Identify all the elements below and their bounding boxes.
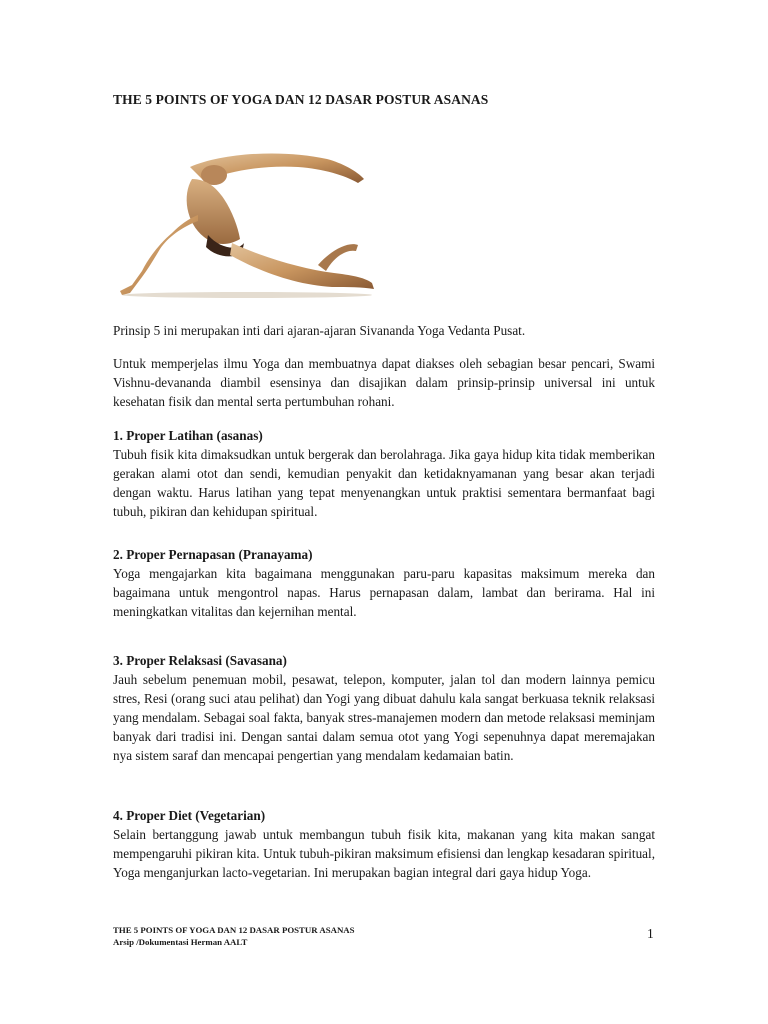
section-1 [113, 426, 655, 521]
section-4 [113, 806, 655, 882]
intro-paragraph-1 [113, 321, 655, 340]
intro-paragraph-2 [113, 354, 655, 411]
yoga-backbend-figure-icon [112, 145, 382, 305]
intro-text-2: Untuk memperjelas ilmu Yoga dan membuatnya dapat diakses oleh sebagian besar pencari, Swami Vishnu-devananda diambil esensinya dan disajikan dalam prinsip-prinsip universal ini untuk kesehatan fisik dan mental serta pertumbuhan rohani. [113, 356, 655, 409]
footer-title: THE 5 POINTS OF YOGA DAN 12 DASAR POSTUR ASANAS [113, 925, 355, 935]
document-title: THE 5 POINTS OF YOGA DAN 12 DASAR POSTUR ASANAS [113, 92, 489, 107]
footer-subtitle: Arsip /Dokumentasi Herman AALT [113, 937, 248, 947]
section-1-body: Tubuh fisik kita dimaksudkan untuk bergerak dan berolahraga. Jika gaya hidup kita tidak memberikan gerakan alami otot dan sendi, kemudian penyakit dan ketidaknyamanan yang besar akan terjadi dengan waktu. Harus latihan yang tepat menyenangkan untuk praktisi sementara bermanfaat bagi tubuh, pikiran dan kehidupan spiritual. [113, 447, 655, 519]
intro-text-1: Prinsip 5 ini merupakan inti dari ajaran-ajaran Sivananda Yoga Vedanta Pusat. [113, 323, 526, 338]
section-3-heading: 3. Proper Relaksasi (Savasana) [113, 653, 287, 668]
section-4-body: Selain bertanggung jawab untuk membangun tubuh fisik kita, makanan yang kita makan sangat mempengaruhi pikiran kita. Untuk tubuh-pikiran maksimum efisiensi dan lengkap kesadaran spiritual, Yoga menganjurkan lacto-vegetarian. Ini merupakan bagian integral dari gaya hidup Yoga. [113, 827, 655, 880]
section-3 [113, 651, 655, 765]
section-1-heading: 1. Proper Latihan (asanas) [113, 428, 263, 443]
section-2-body: Yoga mengajarkan kita bagaimana menggunakan paru-paru kapasitas maksimum mereka dan bagaimana untuk mengontrol napas. Harus pernapasan dalam, lambat dan berirama. Hal ini meningkatkan vitalitas dan kejernihan mental. [113, 566, 655, 619]
section-2 [113, 545, 655, 621]
section-4-heading: 4. Proper Diet (Vegetarian) [113, 808, 266, 823]
section-3-body: Jauh sebelum penemuan mobil, pesawat, telepon, komputer, jalan tol dan modern lainnya pemicu stres, Resi (orang suci atau pelihat) dan Yogi yang dibuat dahulu kala sangat berkuasa teknik relaksasi yang mendalam. Sebagai soal fakta, banyak stres-manajemen modern dan metode relaksasi meminjam banyak dari tradisi ini. Dengan santai dalam semua otot yang Yogi sepenuhnya dapat meremajakan nya sistem saraf dan mencapai pengertian yang mendalam kedamaian batin. [113, 672, 655, 763]
section-2-heading: 2. Proper Pernapasan (Pranayama) [113, 547, 313, 562]
page-number: 1 [647, 926, 654, 941]
